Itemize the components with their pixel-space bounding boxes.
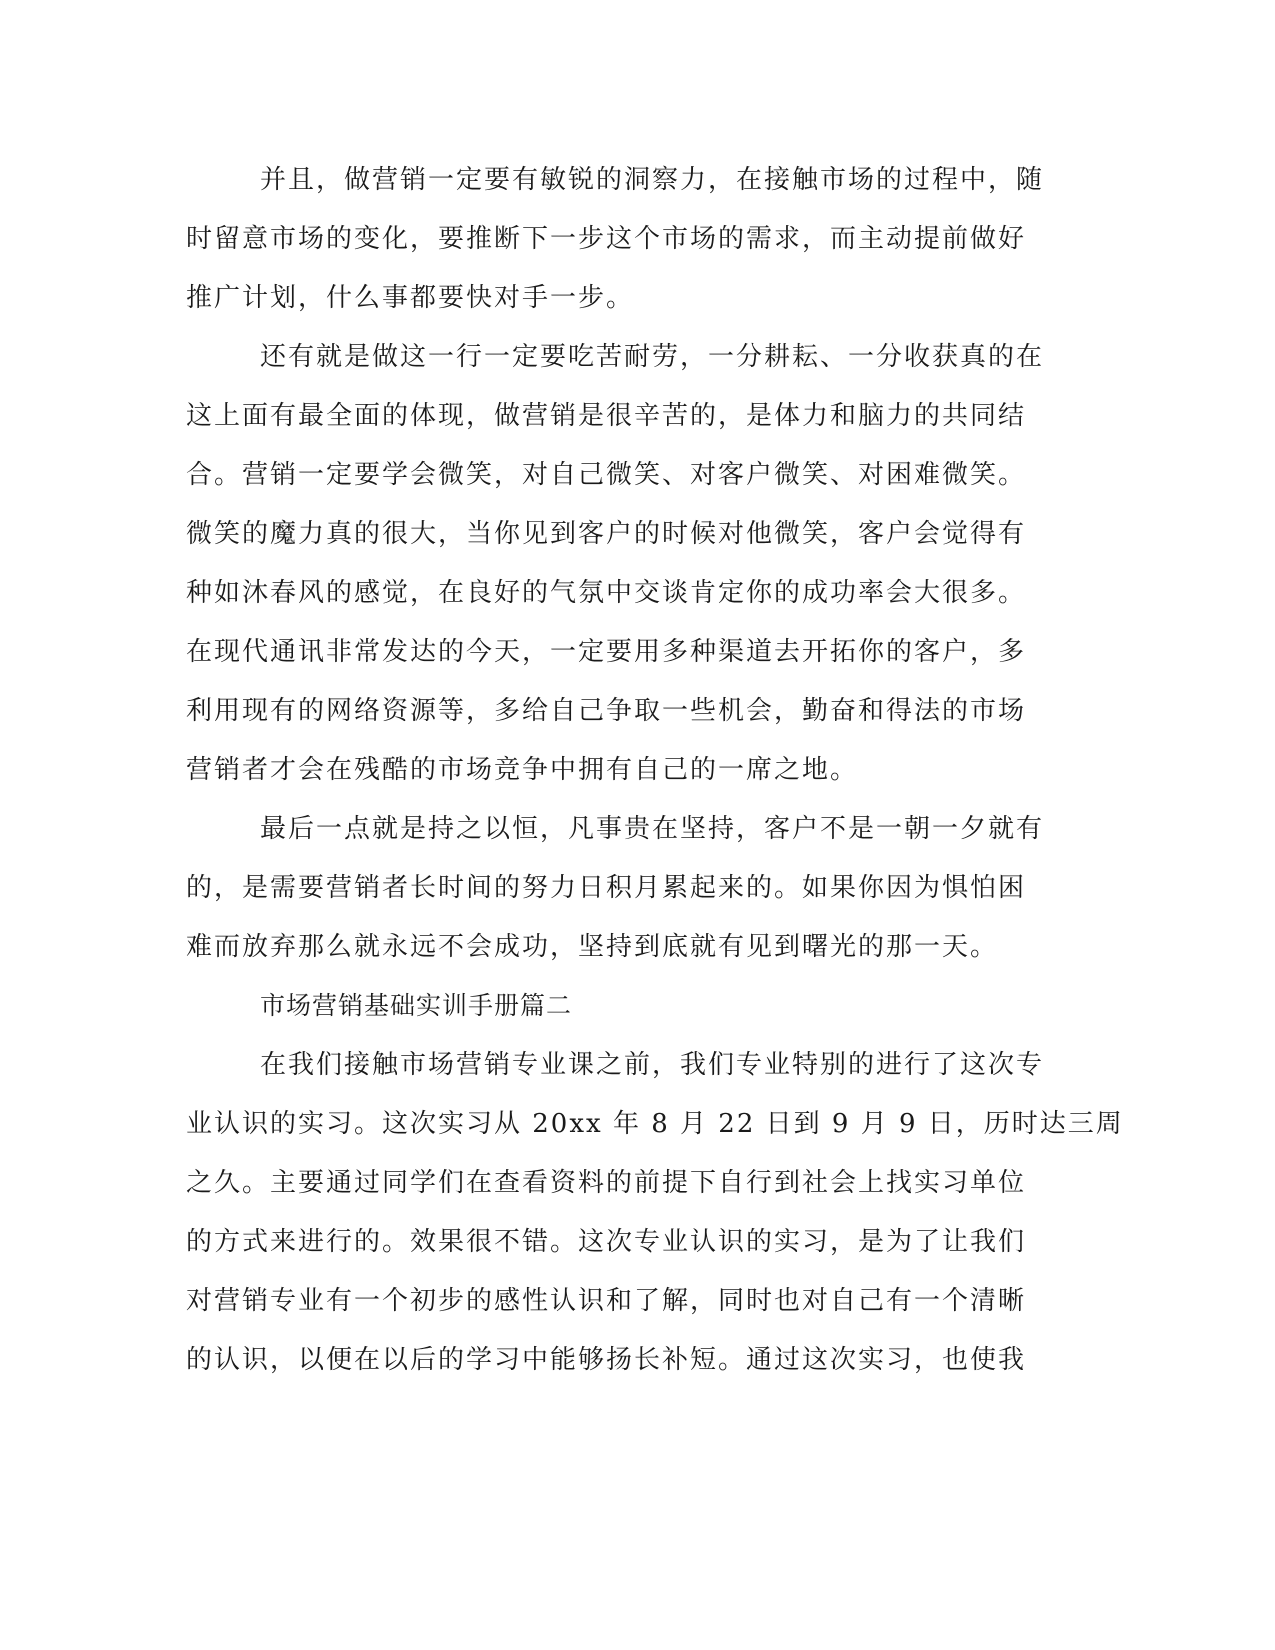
paragraph-line: 推广计划，什么事都要快对手一步。 xyxy=(186,283,635,313)
paragraph-line: 这上面有最全面的体现，做营销是很辛苦的，是体力和脑力的共同结 xyxy=(186,401,1027,431)
paragraph-line: 对营销专业有一个初步的感性认识和了解，同时也对自己有一个清晰 xyxy=(186,1286,1027,1316)
paragraph-line: 营销者才会在残酷的市场竞争中拥有自己的一席之地。 xyxy=(186,755,859,785)
paragraph-line: 并且，做营销一定要有敏锐的洞察力，在接触市场的过程中，随 xyxy=(260,165,1045,195)
paragraph-line: 时留意市场的变化，要推断下一步这个市场的需求，而主动提前做好 xyxy=(186,224,1027,254)
paragraph-line: 微笑的魔力真的很大，当你见到客户的时候对他微笑，客户会觉得有 xyxy=(186,519,1027,549)
paragraph-line: 利用现有的网络资源等，多给自己争取一些机会，勤奋和得法的市场 xyxy=(186,696,1027,726)
paragraph-line: 还有就是做这一行一定要吃苦耐劳，一分耕耘、一分收获真的在 xyxy=(260,342,1045,372)
paragraph-line: 的，是需要营销者长时间的努力日积月累起来的。如果你因为惧怕困 xyxy=(186,873,1027,903)
paragraph-line: 合。营销一定要学会微笑，对自己微笑、对客户微笑、对困难微笑。 xyxy=(186,460,1027,490)
paragraph-line: 在现代通讯非常发达的今天，一定要用多种渠道去开拓你的客户，多 xyxy=(186,637,1027,667)
paragraph-line: 最后一点就是持之以恒，凡事贵在坚持，客户不是一朝一夕就有 xyxy=(260,814,1045,844)
paragraph-line: 之久。主要通过同学们在查看资料的前提下自行到社会上找实习单位 xyxy=(186,1168,1027,1198)
paragraph-line: 的认识，以便在以后的学习中能够扬长补短。通过这次实习，也使我 xyxy=(186,1345,1027,1375)
paragraph-line: 的方式来进行的。效果很不错。这次专业认识的实习，是为了让我们 xyxy=(186,1227,1027,1257)
paragraph-line: 难而放弃那么就永远不会成功，坚持到底就有见到曙光的那一天。 xyxy=(186,932,999,962)
paragraph-line: 业认识的实习。这次实习从 20xx 年 8 月 22 日到 9 月 9 日，历时达三周 xyxy=(186,1109,1124,1139)
paragraph-line: 种如沐春风的感觉，在良好的气氛中交谈肯定你的成功率会大很多。 xyxy=(186,578,1027,608)
section-heading: 市场营销基础实训手册篇二 xyxy=(260,991,573,1020)
paragraph-line: 在我们接触市场营销专业课之前，我们专业特别的进行了这次专 xyxy=(260,1050,1045,1080)
